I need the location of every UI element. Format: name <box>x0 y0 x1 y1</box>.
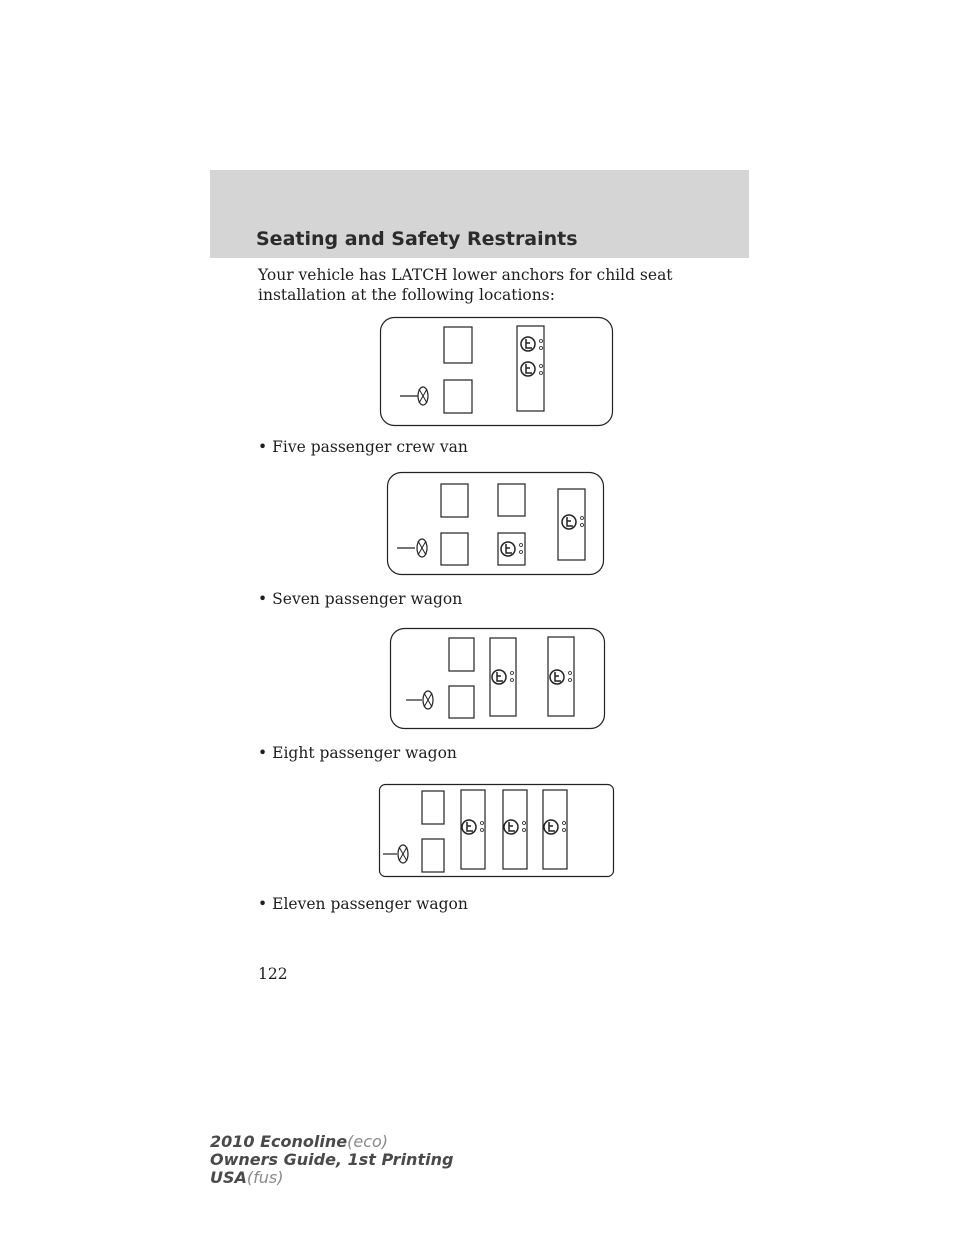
seating-diagram-five-passenger <box>380 317 614 427</box>
front-seat-driver <box>422 839 444 872</box>
front-seat-right <box>422 791 444 824</box>
diagram-caption: • Five passenger crew van <box>258 438 468 456</box>
vehicle-outline <box>380 785 614 877</box>
latch-anchor-icon <box>501 542 523 556</box>
latch-anchor-icon <box>462 820 484 834</box>
middle-seat-right <box>498 484 525 516</box>
section-header-band <box>210 170 749 258</box>
diagram-caption: • Eight passenger wagon <box>258 744 457 762</box>
steering-wheel-icon <box>397 539 427 557</box>
vehicle-outline <box>381 318 613 426</box>
seating-diagram-seven-passenger <box>387 472 605 576</box>
latch-anchor-icon <box>521 362 543 376</box>
latch-anchor-icon <box>544 820 566 834</box>
latch-anchor-icon <box>521 337 543 351</box>
latch-anchor-icon <box>562 515 584 529</box>
latch-anchor-icon <box>550 670 572 684</box>
front-seat-right <box>449 638 474 671</box>
footer-line-2: Owners Guide, 1st Printing <box>210 1150 454 1169</box>
steering-wheel-icon <box>400 387 428 405</box>
front-seat-right <box>444 327 472 363</box>
seating-diagram-eight-passenger <box>390 628 606 730</box>
steering-wheel-icon <box>406 691 433 709</box>
latch-anchor-icon <box>492 670 514 684</box>
diagram-caption: • Eleven passenger wagon <box>258 895 468 913</box>
front-seat-driver <box>449 686 474 718</box>
latch-anchor-icon <box>504 820 526 834</box>
footer-line-3: USA(fus) <box>210 1168 284 1187</box>
intro-paragraph: Your vehicle has LATCH lower anchors for child seat installation at the following locations: <box>258 266 673 304</box>
seating-diagram-eleven-passenger <box>379 784 615 878</box>
section-title: Seating and Safety Restraints <box>256 228 578 250</box>
steering-wheel-icon <box>383 845 408 863</box>
footer-line-1: 2010 Econoline(eco) <box>210 1132 389 1151</box>
front-seat-driver <box>444 380 472 413</box>
document-footer <box>210 1133 453 1187</box>
front-seat-right <box>441 484 468 517</box>
diagram-caption: • Seven passenger wagon <box>258 590 463 608</box>
page-number: 122 <box>258 965 288 983</box>
front-seat-driver <box>441 533 468 565</box>
